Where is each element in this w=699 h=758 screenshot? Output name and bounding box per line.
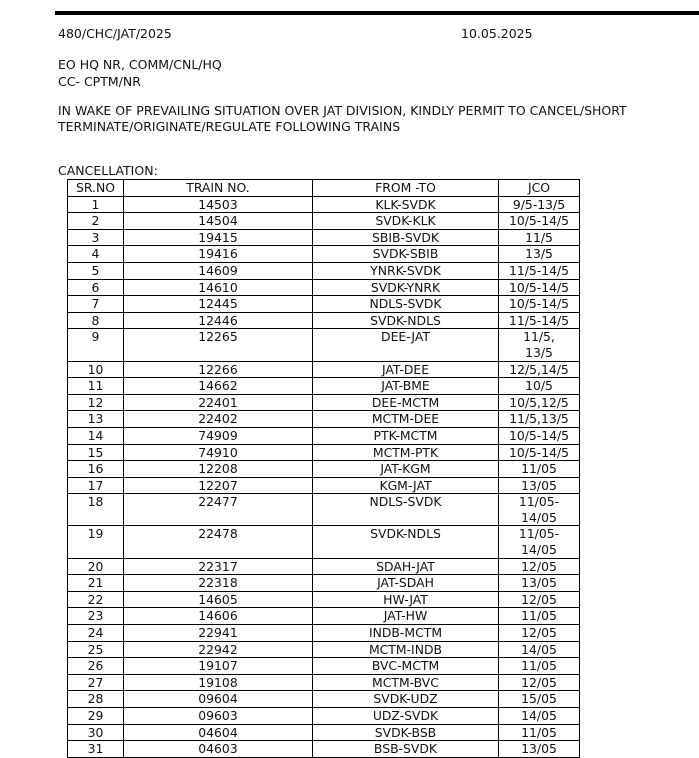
route-cell: SVDK-NDLS xyxy=(313,312,499,329)
table-row xyxy=(68,361,580,378)
table-row xyxy=(68,591,580,608)
sr-no-cell: 20 xyxy=(68,558,124,575)
train-no-cell: 14662 xyxy=(124,378,313,395)
table-row xyxy=(68,674,580,691)
route-cell: YNRK-SVDK xyxy=(313,262,499,279)
train-no-cell: 04603 xyxy=(124,741,313,758)
jco-cell: 10/5 xyxy=(499,378,580,395)
jco-cell: 15/05 xyxy=(499,691,580,708)
jco-cell: 10/5-14/5 xyxy=(499,213,580,230)
sr-no-cell: 7 xyxy=(68,296,124,313)
request-text-line-2: TERMINATE/ORIGINATE/REGULATE FOLLOWING TRAINS xyxy=(58,119,401,134)
jco-cell: 13/05 xyxy=(499,575,580,592)
jco-cell: 9/5-13/5 xyxy=(499,196,580,213)
jco-cell: 14/05 xyxy=(499,708,580,725)
table-row xyxy=(68,625,580,642)
train-no-cell: 19415 xyxy=(124,229,313,246)
route-cell: JAT-BME xyxy=(313,378,499,395)
table-row xyxy=(68,229,580,246)
route-cell: NDLS-SVDK xyxy=(313,296,499,313)
sr-no-cell: 10 xyxy=(68,361,124,378)
route-cell: SVDK-BSB xyxy=(313,724,499,741)
route-cell: SVDK-KLK xyxy=(313,213,499,230)
document-date: 10.05.2025 xyxy=(461,26,533,41)
sr-no-cell: 1 xyxy=(68,196,124,213)
table-row xyxy=(68,494,580,526)
table-row xyxy=(68,279,580,296)
jco-cell: 11/05 xyxy=(499,724,580,741)
table-row xyxy=(68,378,580,395)
sr-no-cell: 15 xyxy=(68,444,124,461)
train-no-cell: 19416 xyxy=(124,246,313,263)
route-cell: BVC-MCTM xyxy=(313,658,499,675)
table-row xyxy=(68,608,580,625)
cancellation-table xyxy=(67,179,580,758)
train-no-cell: 14610 xyxy=(124,279,313,296)
jco-line-2: 14/05 xyxy=(521,542,557,558)
train-no-cell: 12207 xyxy=(124,477,313,494)
table-row xyxy=(68,575,580,592)
sr-no-cell: 17 xyxy=(68,477,124,494)
route-cell: SVDK-SBIB xyxy=(313,246,499,263)
table-row xyxy=(68,708,580,725)
jco-cell: 10/5-14/5 xyxy=(499,296,580,313)
to-line: EO HQ NR, COMM/CNL/HQ xyxy=(58,57,222,72)
jco-cell xyxy=(499,526,580,558)
jco-cell: 13/05 xyxy=(499,741,580,758)
table-body xyxy=(68,196,580,757)
train-no-cell: 22478 xyxy=(124,526,313,558)
route-cell: DEE-JAT xyxy=(313,329,499,361)
jco-cell: 11/05 xyxy=(499,608,580,625)
train-no-cell: 22941 xyxy=(124,625,313,642)
sr-no-cell: 2 xyxy=(68,213,124,230)
table-row xyxy=(68,312,580,329)
jco-cell: 10/5,12/5 xyxy=(499,394,580,411)
route-cell: BSB-SVDK xyxy=(313,741,499,758)
jco-cell: 13/5 xyxy=(499,246,580,263)
sr-no-cell: 22 xyxy=(68,591,124,608)
table-row xyxy=(68,526,580,558)
route-cell: HW-JAT xyxy=(313,591,499,608)
table-row xyxy=(68,461,580,478)
route-cell: MCTM-PTK xyxy=(313,444,499,461)
column-header-jco: JCO xyxy=(499,180,580,197)
train-no-cell: 22401 xyxy=(124,394,313,411)
sr-no-cell: 16 xyxy=(68,461,124,478)
jco-cell: 11/05 xyxy=(499,658,580,675)
sr-no-cell: 31 xyxy=(68,741,124,758)
jco-cell: 12/5,14/5 xyxy=(499,361,580,378)
table-row xyxy=(68,196,580,213)
train-no-cell: 12266 xyxy=(124,361,313,378)
sr-no-cell: 11 xyxy=(68,378,124,395)
jco-cell: 10/5-14/5 xyxy=(499,279,580,296)
train-no-cell: 22318 xyxy=(124,575,313,592)
route-cell: KGM-JAT xyxy=(313,477,499,494)
sr-no-cell: 8 xyxy=(68,312,124,329)
jco-cell: 12/05 xyxy=(499,674,580,691)
train-no-cell: 14606 xyxy=(124,608,313,625)
train-no-cell: 22402 xyxy=(124,411,313,428)
table-row xyxy=(68,724,580,741)
route-cell: SDAH-JAT xyxy=(313,558,499,575)
sr-no-cell: 9 xyxy=(68,329,124,361)
sr-no-cell: 27 xyxy=(68,674,124,691)
sr-no-cell: 25 xyxy=(68,641,124,658)
jco-cell xyxy=(499,494,580,526)
sr-no-cell: 5 xyxy=(68,262,124,279)
sr-no-cell: 29 xyxy=(68,708,124,725)
section-title-cancellation: CANCELLATION: xyxy=(58,163,158,178)
route-cell: KLK-SVDK xyxy=(313,196,499,213)
train-no-cell: 12265 xyxy=(124,329,313,361)
table-row xyxy=(68,296,580,313)
sr-no-cell: 19 xyxy=(68,526,124,558)
sr-no-cell: 24 xyxy=(68,625,124,642)
jco-cell: 11/5,13/5 xyxy=(499,411,580,428)
train-no-cell: 22317 xyxy=(124,558,313,575)
train-no-cell: 04604 xyxy=(124,724,313,741)
train-no-cell: 14609 xyxy=(124,262,313,279)
reference-number: 480/CHC/JAT/2025 xyxy=(58,26,172,41)
jco-cell: 14/05 xyxy=(499,641,580,658)
train-no-cell: 22477 xyxy=(124,494,313,526)
sr-no-cell: 28 xyxy=(68,691,124,708)
table-row xyxy=(68,658,580,675)
table-row xyxy=(68,427,580,444)
table-row xyxy=(68,246,580,263)
train-no-cell: 12208 xyxy=(124,461,313,478)
route-cell: MCTM-INDB xyxy=(313,641,499,658)
train-no-cell: 14503 xyxy=(124,196,313,213)
request-text xyxy=(58,103,678,135)
train-no-cell: 14504 xyxy=(124,213,313,230)
route-cell: MCTM-DEE xyxy=(313,411,499,428)
jco-line-1: 11/05- xyxy=(518,494,560,510)
sr-no-cell: 14 xyxy=(68,427,124,444)
train-no-cell: 14605 xyxy=(124,591,313,608)
route-cell: JAT-KGM xyxy=(313,461,499,478)
jco-line-2: 14/05 xyxy=(521,509,557,525)
jco-cell: 11/5-14/5 xyxy=(499,262,580,279)
table-row xyxy=(68,477,580,494)
table-row xyxy=(68,394,580,411)
jco-cell: 10/5-14/5 xyxy=(499,444,580,461)
sr-no-cell: 12 xyxy=(68,394,124,411)
table-row xyxy=(68,444,580,461)
train-no-cell: 74909 xyxy=(124,427,313,444)
header-rule xyxy=(55,11,699,15)
train-no-cell: 12446 xyxy=(124,312,313,329)
route-cell: NDLS-SVDK xyxy=(313,494,499,526)
sr-no-cell: 18 xyxy=(68,494,124,526)
route-cell: JAT-HW xyxy=(313,608,499,625)
jco-cell: 12/05 xyxy=(499,558,580,575)
jco-cell: 13/05 xyxy=(499,477,580,494)
route-cell: SVDK-NDLS xyxy=(313,526,499,558)
jco-line-2: 13/5 xyxy=(525,344,553,360)
jco-line-1: 11/05- xyxy=(518,526,560,542)
route-cell: JAT-DEE xyxy=(313,361,499,378)
table-row xyxy=(68,329,580,361)
addressee-block xyxy=(58,56,222,90)
train-no-cell: 19108 xyxy=(124,674,313,691)
column-header-train-no: TRAIN NO. xyxy=(124,180,313,197)
route-cell: JAT-SDAH xyxy=(313,575,499,592)
train-no-cell: 19107 xyxy=(124,658,313,675)
train-no-cell: 09603 xyxy=(124,708,313,725)
route-cell: INDB-MCTM xyxy=(313,625,499,642)
sr-no-cell: 23 xyxy=(68,608,124,625)
cc-line: CC- CPTM/NR xyxy=(58,74,141,89)
jco-line-1: 11/5, xyxy=(523,329,555,345)
sr-no-cell: 26 xyxy=(68,658,124,675)
train-no-cell: 09604 xyxy=(124,691,313,708)
sr-no-cell: 3 xyxy=(68,229,124,246)
table-row xyxy=(68,262,580,279)
route-cell: UDZ-SVDK xyxy=(313,708,499,725)
route-cell: SBIB-SVDK xyxy=(313,229,499,246)
table-row xyxy=(68,558,580,575)
jco-cell: 12/05 xyxy=(499,591,580,608)
route-cell: DEE-MCTM xyxy=(313,394,499,411)
train-no-cell: 74910 xyxy=(124,444,313,461)
column-header-from-to: FROM -TO xyxy=(313,180,499,197)
table-row xyxy=(68,741,580,758)
column-header-sr-no: SR.NO xyxy=(68,180,124,197)
jco-cell: 11/5-14/5 xyxy=(499,312,580,329)
table-row xyxy=(68,641,580,658)
sr-no-cell: 21 xyxy=(68,575,124,592)
table-row xyxy=(68,411,580,428)
route-cell: MCTM-BVC xyxy=(313,674,499,691)
jco-cell: 12/05 xyxy=(499,625,580,642)
sr-no-cell: 6 xyxy=(68,279,124,296)
route-cell: PTK-MCTM xyxy=(313,427,499,444)
train-no-cell: 12445 xyxy=(124,296,313,313)
sr-no-cell: 13 xyxy=(68,411,124,428)
table-row xyxy=(68,213,580,230)
request-text-line-1: IN WAKE OF PREVAILING SITUATION OVER JAT DIVISION, KINDLY PERMIT TO CANCEL/SHORT xyxy=(58,103,627,118)
sr-no-cell: 30 xyxy=(68,724,124,741)
jco-cell: 10/5-14/5 xyxy=(499,427,580,444)
route-cell: SVDK-YNRK xyxy=(313,279,499,296)
table-header-row xyxy=(68,180,580,197)
jco-cell: 11/5 xyxy=(499,229,580,246)
jco-cell xyxy=(499,329,580,361)
jco-cell: 11/05 xyxy=(499,461,580,478)
route-cell: SVDK-UDZ xyxy=(313,691,499,708)
table-row xyxy=(68,691,580,708)
train-no-cell: 22942 xyxy=(124,641,313,658)
sr-no-cell: 4 xyxy=(68,246,124,263)
